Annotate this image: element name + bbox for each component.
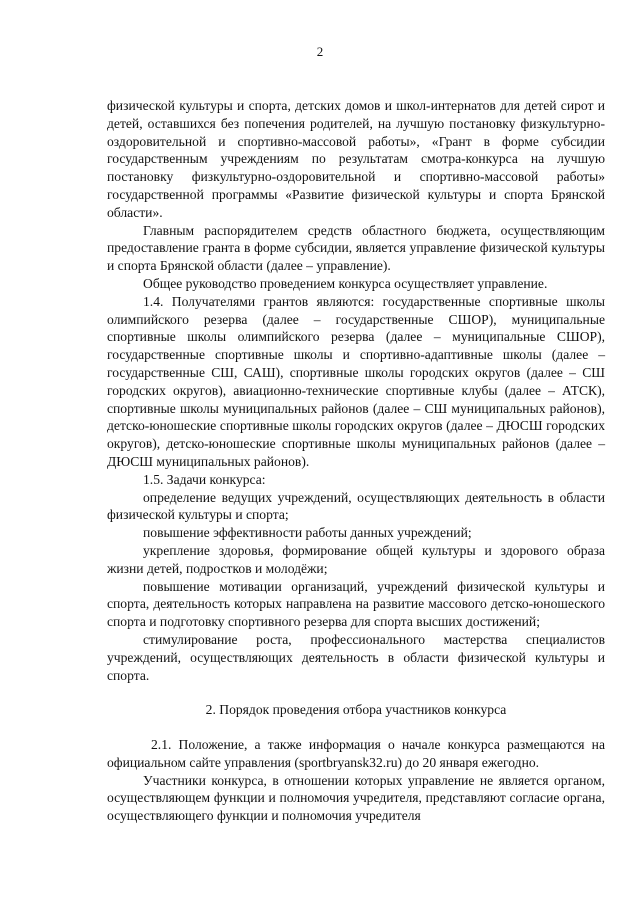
paragraph-2-1-publication: 2.1. Положение, а также информация о начале конкурса размещаются на официальном сайте управления (sportbryansk32.ru) до 20 января ежегодно. — [107, 737, 605, 770]
task-item: определение ведущих учреждений, осуществляющих деятельность в области физической культуры и спорта; — [107, 489, 605, 523]
document-body — [107, 97, 605, 825]
section-heading-2: 2. Порядок проведения отбора участников конкурса — [205, 702, 507, 718]
paragraph-participants-consent: Участники конкурса, в отношении которых управление не является органом, осуществляющем функции и полномочия учредителя, представляют согласие органа, осуществляющего функции и полномочия учредителя — [107, 772, 605, 824]
paragraph-main-administrator: Главным распорядителем средств областного бюджета, осуществляющим предоставление гранта в форме субсидии, является управление физической культуры и спорта Брянской области (далее – управление). — [107, 222, 605, 274]
paragraph-1-4-recipients: 1.4. Получателями грантов являются: государственные спортивные школы олимпийского резерва (далее – государственные СШОР), муниципальные спортивные школы олимпийского резерва (далее – муниципальные СШОР), государственные спортивные школы и спортивно-адаптивные школы (далее – государственные СШ, САШ), спортивные школы городских округов (далее – СШ городских округов), авиационно-технические спортивные клубы (далее – АТСК), спортивные школы муниципальных районов (далее – СШ муниципальных районов), детско-юношеские спортивные школы городских округов (далее – ДЮСШ городских округов), детско-юношеские спортивные школы муниципальных районов (далее – ДЮСШ муниципальных районов). — [107, 293, 605, 469]
paragraph-1-5-tasks: 1.5. Задачи конкурса: — [143, 471, 266, 487]
task-item: повышение эффективности работы данных учреждений; — [143, 525, 472, 541]
task-item: повышение мотивации организаций, учреждений физической культуры и спорта, деятельность которых направлена на развитие массового детско-юношеского спорта и подготовку спортивного резерва для спорта высших достижений; — [107, 578, 605, 630]
task-item: укрепление здоровья, формирование общей культуры и здорового образа жизни детей, подростков и молодёжи; — [107, 542, 605, 576]
task-item: стимулирование роста, профессионального мастерства специалистов учреждений, осуществляющих деятельность в области физической культуры и спорта. — [107, 631, 605, 683]
paragraph-general-management: Общее руководство проведением конкурса осуществляет управление. — [143, 275, 548, 291]
paragraph-continuation: физической культуры и спорта, детских домов и школ-интернатов для детей сирот и детей, оставшихся без попечения родителей, на лучшую постановку физкультурно-оздоровительной и спортивно-массовой работы», «Грант в форме субсидии государственным учреждениям по результатам смотра-конкурса на лучшую постановку физкультурно-оздоровительной и спортивно-массовой работы» государственной программы «Развитие физической культуры и спорта Брянской области». — [107, 98, 605, 220]
page-number: 2 — [316, 44, 324, 59]
